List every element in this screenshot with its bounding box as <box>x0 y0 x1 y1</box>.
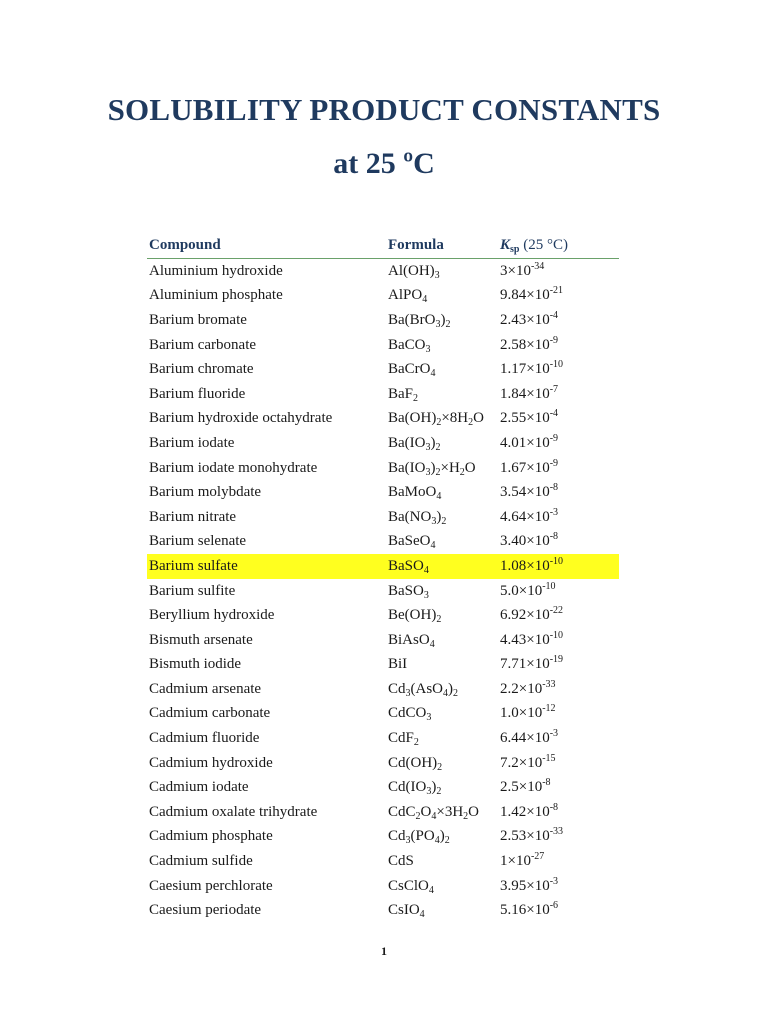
formula-subscript: 2 <box>463 810 469 822</box>
compound-cell: Cadmium sulfide <box>149 853 253 870</box>
formula-text: CdF <box>388 730 414 747</box>
formula-cell <box>388 558 500 575</box>
formula-text: ) <box>436 508 442 525</box>
table-row <box>147 628 619 653</box>
formula-cell <box>388 681 500 698</box>
formula-subscript: 3 <box>434 269 440 281</box>
formula-text: Ba(IO <box>388 459 426 476</box>
ksp-cell <box>500 902 619 919</box>
formula-text: ) <box>448 680 454 697</box>
ksp-exponent: -9 <box>549 457 559 469</box>
ksp-mantissa: 1.17×10 <box>500 361 550 378</box>
formula-cell <box>388 263 500 280</box>
formula-subscript: 2 <box>445 318 451 330</box>
ksp-mantissa: 3.54×10 <box>500 484 550 501</box>
ksp-cell <box>500 410 619 427</box>
table-row <box>147 530 619 555</box>
compound-cell: Caesium periodate <box>149 902 262 919</box>
formula-subscript: 3 <box>423 589 429 601</box>
ksp-cell <box>500 533 619 550</box>
compound-cell: Barium sulfite <box>149 582 236 599</box>
table-row <box>147 653 619 678</box>
ksp-mantissa: 7.2×10 <box>500 754 543 771</box>
ksp-cell <box>500 361 619 378</box>
table-row <box>147 825 619 850</box>
formula-text: Cd <box>388 680 406 697</box>
formula-text: ) <box>440 311 446 328</box>
ksp-mantissa: 6.44×10 <box>500 730 550 747</box>
ksp-cell <box>500 705 619 722</box>
table-row <box>147 308 619 333</box>
formula-cell <box>388 804 500 821</box>
compound-cell: Cadmium arsenate <box>149 680 262 697</box>
formula-cell <box>388 410 500 427</box>
formula-cell <box>388 828 500 845</box>
ksp-exponent: -9 <box>549 334 559 346</box>
formula-cell <box>388 779 500 796</box>
table-row <box>147 259 619 284</box>
formula-cell <box>388 755 500 772</box>
table-row <box>147 579 619 604</box>
formula-cell <box>388 853 500 870</box>
compound-cell: Aluminium phosphate <box>149 287 283 304</box>
formula-cell <box>388 730 500 747</box>
formula-subscript: 2 <box>436 786 442 798</box>
formula-cell <box>388 509 500 526</box>
formula-text: AlPO <box>388 287 423 304</box>
ksp-cell <box>500 506 619 526</box>
ksp-exponent: -4 <box>549 309 559 321</box>
ksp-cell <box>500 309 619 329</box>
formula-text: ×3H <box>436 803 464 820</box>
header-formula: Formula <box>388 236 444 253</box>
ksp-mantissa: 2.58×10 <box>500 336 550 353</box>
ksp-cell <box>500 607 619 624</box>
header-ksp-sub: sp <box>510 243 520 255</box>
formula-subscript: 3 <box>425 441 431 453</box>
ksp-mantissa: 9.84×10 <box>500 287 550 304</box>
ksp-exponent: -3 <box>549 728 559 740</box>
formula-subscript: 3 <box>425 466 431 478</box>
formula-subscript: 4 <box>430 540 436 552</box>
formula-text: ) <box>430 459 436 476</box>
formula-subscript: 2 <box>436 417 442 429</box>
formula-text: CdCO <box>388 705 427 722</box>
compound-cell: Barium hydroxide octahydrate <box>149 410 333 427</box>
formula-subscript: 3 <box>426 712 432 724</box>
ksp-exponent: -3 <box>549 506 559 518</box>
formula-text: ) <box>439 828 445 845</box>
formula-text: Ba(NO <box>388 508 432 525</box>
table-row <box>147 382 619 407</box>
table-row <box>147 333 619 358</box>
page-number: 1 <box>381 944 387 958</box>
table-body <box>147 259 619 923</box>
ksp-mantissa: 1.08×10 <box>500 557 550 574</box>
table-row <box>147 407 619 432</box>
ksp-mantissa: 1.42×10 <box>500 803 550 820</box>
formula-subscript: 4 <box>423 564 429 576</box>
ksp-cell <box>500 629 619 649</box>
compound-cell: Beryllium hydroxide <box>149 607 275 624</box>
table-row <box>147 898 619 923</box>
ksp-cell <box>500 457 619 477</box>
table-row <box>147 677 619 702</box>
ksp-cell <box>500 260 619 280</box>
ksp-mantissa: 2.53×10 <box>500 828 550 845</box>
ksp-exponent: -8 <box>549 801 559 813</box>
header-compound: Compound <box>149 236 221 253</box>
ksp-exponent: -8 <box>549 482 559 494</box>
table-row <box>147 480 619 505</box>
ksp-cell <box>500 383 619 403</box>
ksp-mantissa: 2.2×10 <box>500 680 543 697</box>
ksp-exponent: -8 <box>542 777 551 789</box>
ksp-mantissa: 1.67×10 <box>500 459 550 476</box>
compound-cell: Barium selenate <box>149 533 247 550</box>
compound-cell: Barium chromate <box>149 361 254 378</box>
formula-subscript: 4 <box>429 638 435 650</box>
ksp-exponent: -10 <box>542 580 556 592</box>
ksp-cell <box>500 828 619 845</box>
formula-subscript: 2 <box>435 466 441 478</box>
ksp-exponent: -10 <box>549 359 564 371</box>
compound-cell: Cadmium hydroxide <box>149 754 273 771</box>
formula-text: O <box>468 803 479 820</box>
formula-text: ×H <box>440 459 460 476</box>
formula-text: Ba(OH) <box>388 410 437 427</box>
formula-text: BaMoO <box>388 484 437 501</box>
ksp-exponent: -27 <box>530 851 545 863</box>
formula-text: Cd(OH) <box>388 754 438 771</box>
compound-cell: Barium nitrate <box>149 508 237 525</box>
header-ksp <box>500 237 619 254</box>
ksp-cell <box>500 656 619 673</box>
table-row <box>147 751 619 776</box>
ksp-exponent: -21 <box>549 285 564 297</box>
formula-subscript: 2 <box>413 737 419 749</box>
formula-text: O <box>464 459 476 476</box>
compound-cell: Cadmium carbonate <box>149 705 271 722</box>
ksp-cell <box>500 484 619 501</box>
formula-text: BaSO <box>388 557 424 574</box>
ksp-exponent: -22 <box>549 605 564 617</box>
formula-text: Ba(BrO <box>388 311 436 328</box>
ksp-cell <box>500 801 619 821</box>
ksp-exponent: -7 <box>549 383 559 395</box>
formula-subscript: 4 <box>422 294 428 306</box>
formula-subscript: 2 <box>453 687 459 699</box>
formula-text: BaF <box>388 385 414 402</box>
formula-cell <box>388 533 500 550</box>
ksp-mantissa: 1.0×10 <box>500 705 543 722</box>
compound-cell: Cadmium iodate <box>149 779 249 796</box>
ksp-exponent: -15 <box>542 752 556 764</box>
compound-cell: Aluminium hydroxide <box>149 262 283 279</box>
compound-cell: Barium iodate monohydrate <box>149 459 318 476</box>
ksp-mantissa: 4.01×10 <box>500 434 550 451</box>
compound-cell: Cadmium phosphate <box>149 828 273 845</box>
ksp-mantissa: 5.0×10 <box>500 582 543 599</box>
formula-subscript: 2 <box>444 835 450 847</box>
table-row <box>147 554 619 579</box>
formula-subscript: 2 <box>459 466 465 478</box>
formula-cell <box>388 386 500 403</box>
table-row <box>147 456 619 481</box>
ksp-mantissa: 6.92×10 <box>500 607 550 624</box>
compound-cell: Bismuth arsenate <box>149 631 253 648</box>
formula-cell <box>388 287 500 304</box>
formula-text: BaCrO <box>388 361 431 378</box>
formula-subscript: 3 <box>425 343 431 355</box>
ksp-mantissa: 2.43×10 <box>500 311 550 328</box>
formula-subscript: 3 <box>426 786 432 798</box>
table-row <box>147 357 619 382</box>
formula-cell <box>388 361 500 378</box>
formula-text: Al(OH) <box>388 262 435 279</box>
ksp-cell <box>500 580 619 600</box>
formula-cell <box>388 460 500 477</box>
formula-text: (AsO <box>410 680 444 697</box>
ksp-exponent: -12 <box>542 703 556 715</box>
formula-text: ×8H <box>441 410 469 427</box>
page-title: SOLUBILITY PRODUCT CONSTANTS <box>107 92 661 127</box>
formula-text: (PO <box>410 828 435 845</box>
compound-cell: Caesium perchlorate <box>149 877 273 894</box>
compound-cell: Barium sulfate <box>149 557 238 574</box>
formula-cell <box>388 656 500 673</box>
ksp-mantissa: 1×10 <box>500 853 531 870</box>
formula-subscript: 2 <box>437 761 443 773</box>
table-row <box>147 603 619 628</box>
formula-text: BiI <box>388 656 408 673</box>
formula-subscript: 2 <box>413 392 419 404</box>
ksp-cell <box>500 853 619 870</box>
ksp-exponent: -10 <box>549 629 564 641</box>
formula-text: Cd(IO <box>388 779 427 796</box>
formula-subscript: 3 <box>431 515 437 527</box>
formula-text: ) <box>431 779 437 796</box>
ksp-cell <box>500 334 619 354</box>
ksp-exponent: -6 <box>549 900 559 912</box>
table-row <box>147 726 619 751</box>
formula-subscript: 4 <box>443 687 449 699</box>
ksp-mantissa: 4.64×10 <box>500 508 550 525</box>
ksp-cell <box>500 730 619 747</box>
formula-text: CdC <box>388 803 416 820</box>
formula-text: CdS <box>388 853 414 870</box>
formula-subscript: 4 <box>431 810 437 822</box>
ksp-cell <box>500 678 619 698</box>
compound-cell: Barium iodate <box>149 434 235 451</box>
table-row <box>147 874 619 899</box>
ksp-mantissa: 3.40×10 <box>500 533 550 550</box>
ksp-cell <box>500 752 619 772</box>
formula-text: Ba(IO <box>388 434 426 451</box>
table-row <box>147 431 619 456</box>
formula-text: Cd <box>388 828 406 845</box>
formula-cell <box>388 583 500 600</box>
ksp-mantissa: 5.16×10 <box>500 902 550 919</box>
formula-subscript: 2 <box>436 614 442 626</box>
ksp-exponent: -19 <box>549 654 564 666</box>
table-row <box>147 800 619 825</box>
formula-cell <box>388 607 500 624</box>
ksp-mantissa: 1.84×10 <box>500 385 550 402</box>
formula-cell <box>388 435 500 452</box>
compound-cell: Barium fluoride <box>149 385 246 402</box>
formula-text: ) <box>430 434 436 451</box>
header-ksp-symbol: K <box>500 236 511 253</box>
formula-subscript: 3 <box>405 835 411 847</box>
table-row <box>147 505 619 530</box>
ksp-exponent: -10 <box>549 555 564 567</box>
formula-text: CsClO <box>388 877 429 894</box>
table-header <box>147 232 619 259</box>
formula-subscript: 2 <box>435 441 441 453</box>
ksp-exponent: -3 <box>549 875 559 887</box>
ksp-mantissa: 3×10 <box>500 262 531 279</box>
formula-subscript: 4 <box>419 909 425 921</box>
ksp-mantissa: 2.55×10 <box>500 410 550 427</box>
formula-text: BiAsO <box>388 631 430 648</box>
formula-cell <box>388 878 500 895</box>
formula-text: Be(OH) <box>388 607 437 624</box>
table-row <box>147 775 619 800</box>
ksp-exponent: -4 <box>549 408 559 420</box>
formula-text: CsIO <box>388 902 420 919</box>
compound-cell: Barium molybdate <box>149 484 262 501</box>
ksp-mantissa: 3.95×10 <box>500 877 550 894</box>
ksp-exponent: -33 <box>542 678 556 690</box>
table-row <box>147 284 619 309</box>
formula-text: O <box>473 410 484 427</box>
compound-cell: Cadmium fluoride <box>149 730 260 747</box>
formula-cell <box>388 337 500 354</box>
formula-subscript: 2 <box>468 417 474 429</box>
ksp-exponent: -34 <box>530 260 545 272</box>
ksp-exponent: -33 <box>549 826 564 838</box>
formula-text: BaSeO <box>388 533 431 550</box>
formula-subscript: 3 <box>435 318 441 330</box>
page-subtitle: at 25 ºC <box>333 147 435 180</box>
formula-text: BaSO <box>388 582 424 599</box>
formula-cell <box>388 902 500 919</box>
ksp-cell <box>500 875 619 895</box>
compound-cell: Barium carbonate <box>149 336 257 353</box>
ksp-table <box>147 232 619 923</box>
formula-cell <box>388 705 500 722</box>
ksp-cell <box>500 779 619 796</box>
formula-subscript: 4 <box>428 884 434 896</box>
compound-cell: Bismuth iodide <box>149 656 242 673</box>
formula-text: O <box>420 803 432 820</box>
ksp-mantissa: 2.5×10 <box>500 779 543 796</box>
formula-subscript: 2 <box>415 810 421 822</box>
formula-cell <box>388 484 500 501</box>
ksp-mantissa: 7.71×10 <box>500 656 550 673</box>
formula-subscript: 2 <box>441 515 447 527</box>
formula-subscript: 3 <box>405 687 411 699</box>
ksp-cell <box>500 432 619 452</box>
formula-subscript: 4 <box>434 835 440 847</box>
ksp-mantissa: 4.43×10 <box>500 631 550 648</box>
formula-subscript: 4 <box>436 491 442 503</box>
ksp-cell <box>500 287 619 304</box>
ksp-cell <box>500 555 619 575</box>
compound-cell: Cadmium oxalate trihydrate <box>149 803 318 820</box>
table-row <box>147 849 619 874</box>
formula-text: BaCO <box>388 336 426 353</box>
ksp-exponent: -8 <box>549 531 559 543</box>
ksp-exponent: -9 <box>549 432 559 444</box>
formula-subscript: 4 <box>430 368 436 380</box>
table-row <box>147 702 619 727</box>
formula-cell <box>388 312 500 329</box>
header-ksp-condition: (25 °C) <box>519 236 568 253</box>
formula-cell <box>388 632 500 649</box>
compound-cell: Barium bromate <box>149 311 247 328</box>
